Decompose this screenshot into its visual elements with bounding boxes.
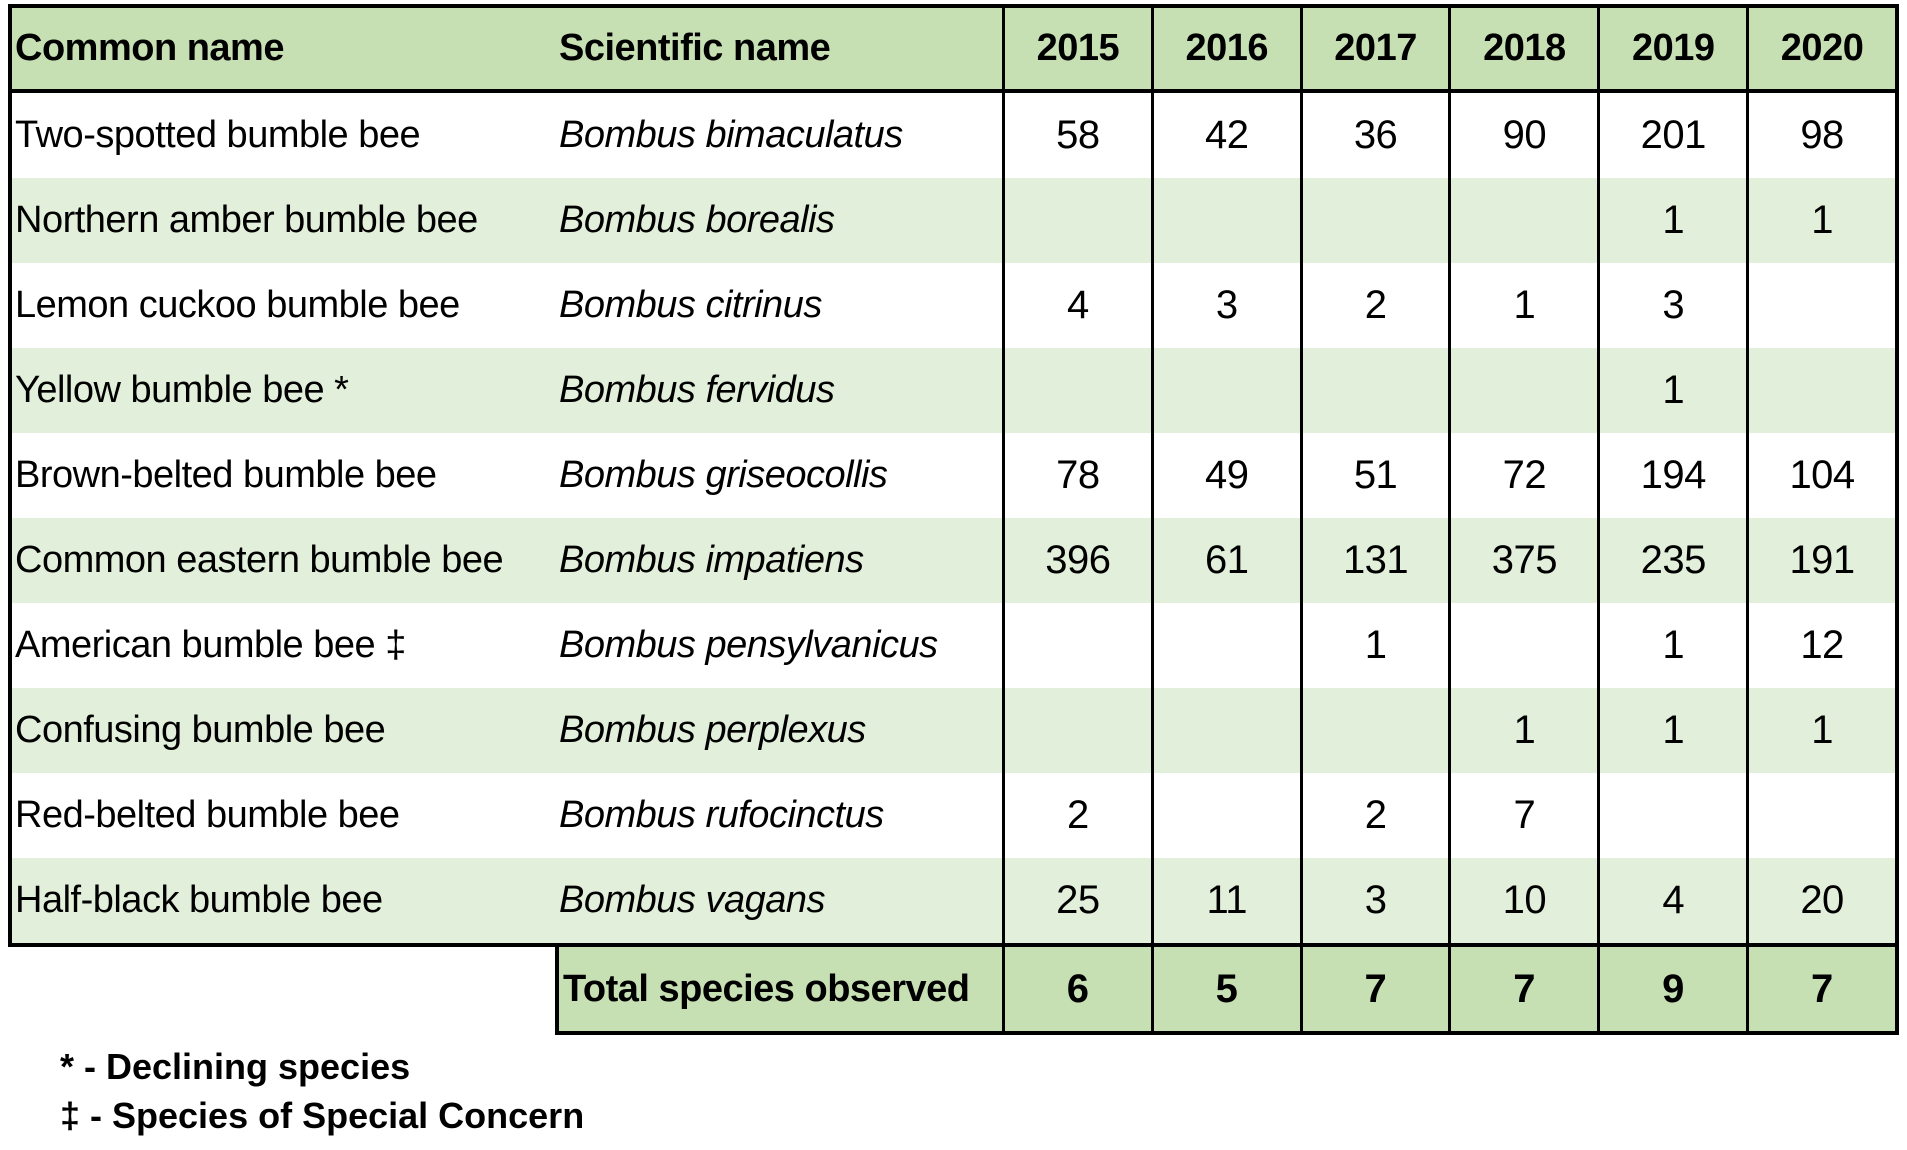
header-year-2015: 2015 xyxy=(1002,8,1151,89)
count-cell xyxy=(1151,603,1300,688)
count-cell xyxy=(1300,348,1449,433)
scientific-name-cell: Bombus perplexus xyxy=(559,709,866,751)
table-row xyxy=(12,603,1895,688)
scientific-name-cell: Bombus bimaculatus xyxy=(559,114,903,156)
count-cell: 36 xyxy=(1300,93,1449,178)
count-cell xyxy=(1002,603,1151,688)
total-count-cell: 7 xyxy=(1746,947,1895,1031)
count-cell xyxy=(1448,603,1597,688)
scientific-name-cell: Bombus citrinus xyxy=(559,284,822,326)
common-name-cell: Northern amber bumble bee xyxy=(15,199,478,241)
header-scientific-name: Scientific name xyxy=(559,27,831,69)
scientific-name-cell: Bombus impatiens xyxy=(559,539,864,581)
total-count-cell: 7 xyxy=(1300,947,1449,1031)
header-year-2018: 2018 xyxy=(1448,8,1597,89)
count-cell: 49 xyxy=(1151,433,1300,518)
count-cell: 2 xyxy=(1002,773,1151,858)
count-cell xyxy=(1002,688,1151,773)
common-name-cell: Yellow bumble bee * xyxy=(15,369,349,411)
count-cell: 25 xyxy=(1002,858,1151,943)
count-cell xyxy=(1300,688,1449,773)
scientific-name-cell: Bombus fervidus xyxy=(559,369,835,411)
count-cell: 1 xyxy=(1597,688,1746,773)
table-row xyxy=(12,773,1895,858)
count-cell xyxy=(1448,348,1597,433)
count-cell: 72 xyxy=(1448,433,1597,518)
count-cell: 2 xyxy=(1300,773,1449,858)
count-cell: 58 xyxy=(1002,93,1151,178)
count-cell: 4 xyxy=(1597,858,1746,943)
count-cell: 90 xyxy=(1448,93,1597,178)
table-row xyxy=(12,93,1895,178)
common-name-cell: Brown-belted bumble bee xyxy=(15,454,437,496)
count-cell: 104 xyxy=(1746,433,1895,518)
total-count-cell: 5 xyxy=(1151,947,1300,1031)
count-cell: 375 xyxy=(1448,518,1597,603)
total-row-label: Total species observed xyxy=(563,967,970,1010)
count-cell: 191 xyxy=(1746,518,1895,603)
header-year-2019: 2019 xyxy=(1597,8,1746,89)
count-cell xyxy=(1002,348,1151,433)
scientific-name-cell: Bombus rufocinctus xyxy=(559,794,884,836)
count-cell xyxy=(1746,773,1895,858)
count-cell: 1 xyxy=(1448,263,1597,348)
count-cell: 1 xyxy=(1448,688,1597,773)
scientific-name-cell: Bombus pensylvanicus xyxy=(559,624,938,666)
count-cell xyxy=(1746,263,1895,348)
count-cell: 194 xyxy=(1597,433,1746,518)
count-cell: 10 xyxy=(1448,858,1597,943)
count-cell: 4 xyxy=(1002,263,1151,348)
scientific-name-cell: Bombus vagans xyxy=(559,879,825,921)
footnote-special-concern: ‡ - Species of Special Concern xyxy=(60,1095,585,1136)
count-cell: 201 xyxy=(1597,93,1746,178)
count-cell: 78 xyxy=(1002,433,1151,518)
common-name-cell: American bumble bee ‡ xyxy=(15,624,406,666)
header-common-name: Common name xyxy=(15,27,284,69)
count-cell: 12 xyxy=(1746,603,1895,688)
count-cell: 2 xyxy=(1300,263,1449,348)
footnotes xyxy=(60,1042,584,1140)
total-count-cell: 7 xyxy=(1448,947,1597,1031)
count-cell: 1 xyxy=(1300,603,1449,688)
count-cell: 61 xyxy=(1151,518,1300,603)
count-cell xyxy=(1597,773,1746,858)
header-year-2016: 2016 xyxy=(1151,8,1300,89)
table-row xyxy=(12,263,1895,348)
table-header-row xyxy=(12,8,1895,93)
table-row xyxy=(12,858,1895,943)
common-name-cell: Two-spotted bumble bee xyxy=(15,114,421,156)
count-cell xyxy=(1300,178,1449,263)
count-cell: 3 xyxy=(1300,858,1449,943)
total-count-cell: 9 xyxy=(1597,947,1746,1031)
common-name-cell: Common eastern bumble bee xyxy=(15,539,504,581)
table-row xyxy=(12,688,1895,773)
count-cell: 131 xyxy=(1300,518,1449,603)
count-cell: 20 xyxy=(1746,858,1895,943)
count-cell: 7 xyxy=(1448,773,1597,858)
count-cell: 235 xyxy=(1597,518,1746,603)
count-cell xyxy=(1448,178,1597,263)
count-cell xyxy=(1151,178,1300,263)
header-year-2020: 2020 xyxy=(1746,8,1895,89)
table-row xyxy=(12,178,1895,263)
common-name-cell: Half-black bumble bee xyxy=(15,879,383,921)
scientific-name-cell: Bombus griseocollis xyxy=(559,454,888,496)
count-cell: 1 xyxy=(1597,603,1746,688)
table-row xyxy=(12,518,1895,603)
count-cell: 51 xyxy=(1300,433,1449,518)
total-count-cell: 6 xyxy=(1002,947,1151,1031)
common-name-cell: Red-belted bumble bee xyxy=(15,794,400,836)
total-species-row xyxy=(555,943,1899,1035)
bee-observation-table xyxy=(8,4,1899,947)
count-cell: 11 xyxy=(1151,858,1300,943)
count-cell: 1 xyxy=(1597,178,1746,263)
scientific-name-cell: Bombus borealis xyxy=(559,199,835,241)
count-cell xyxy=(1151,348,1300,433)
count-cell xyxy=(1746,348,1895,433)
table-row xyxy=(12,348,1895,433)
footnote-declining-species: * - Declining species xyxy=(60,1046,411,1087)
count-cell: 98 xyxy=(1746,93,1895,178)
table-row xyxy=(12,433,1895,518)
count-cell: 3 xyxy=(1151,263,1300,348)
common-name-cell: Confusing bumble bee xyxy=(15,709,386,751)
count-cell xyxy=(1002,178,1151,263)
count-cell xyxy=(1151,688,1300,773)
count-cell: 1 xyxy=(1597,348,1746,433)
count-cell: 1 xyxy=(1746,178,1895,263)
count-cell: 1 xyxy=(1746,688,1895,773)
count-cell: 3 xyxy=(1597,263,1746,348)
common-name-cell: Lemon cuckoo bumble bee xyxy=(15,284,460,326)
count-cell: 396 xyxy=(1002,518,1151,603)
count-cell xyxy=(1151,773,1300,858)
header-year-2017: 2017 xyxy=(1300,8,1449,89)
count-cell: 42 xyxy=(1151,93,1300,178)
